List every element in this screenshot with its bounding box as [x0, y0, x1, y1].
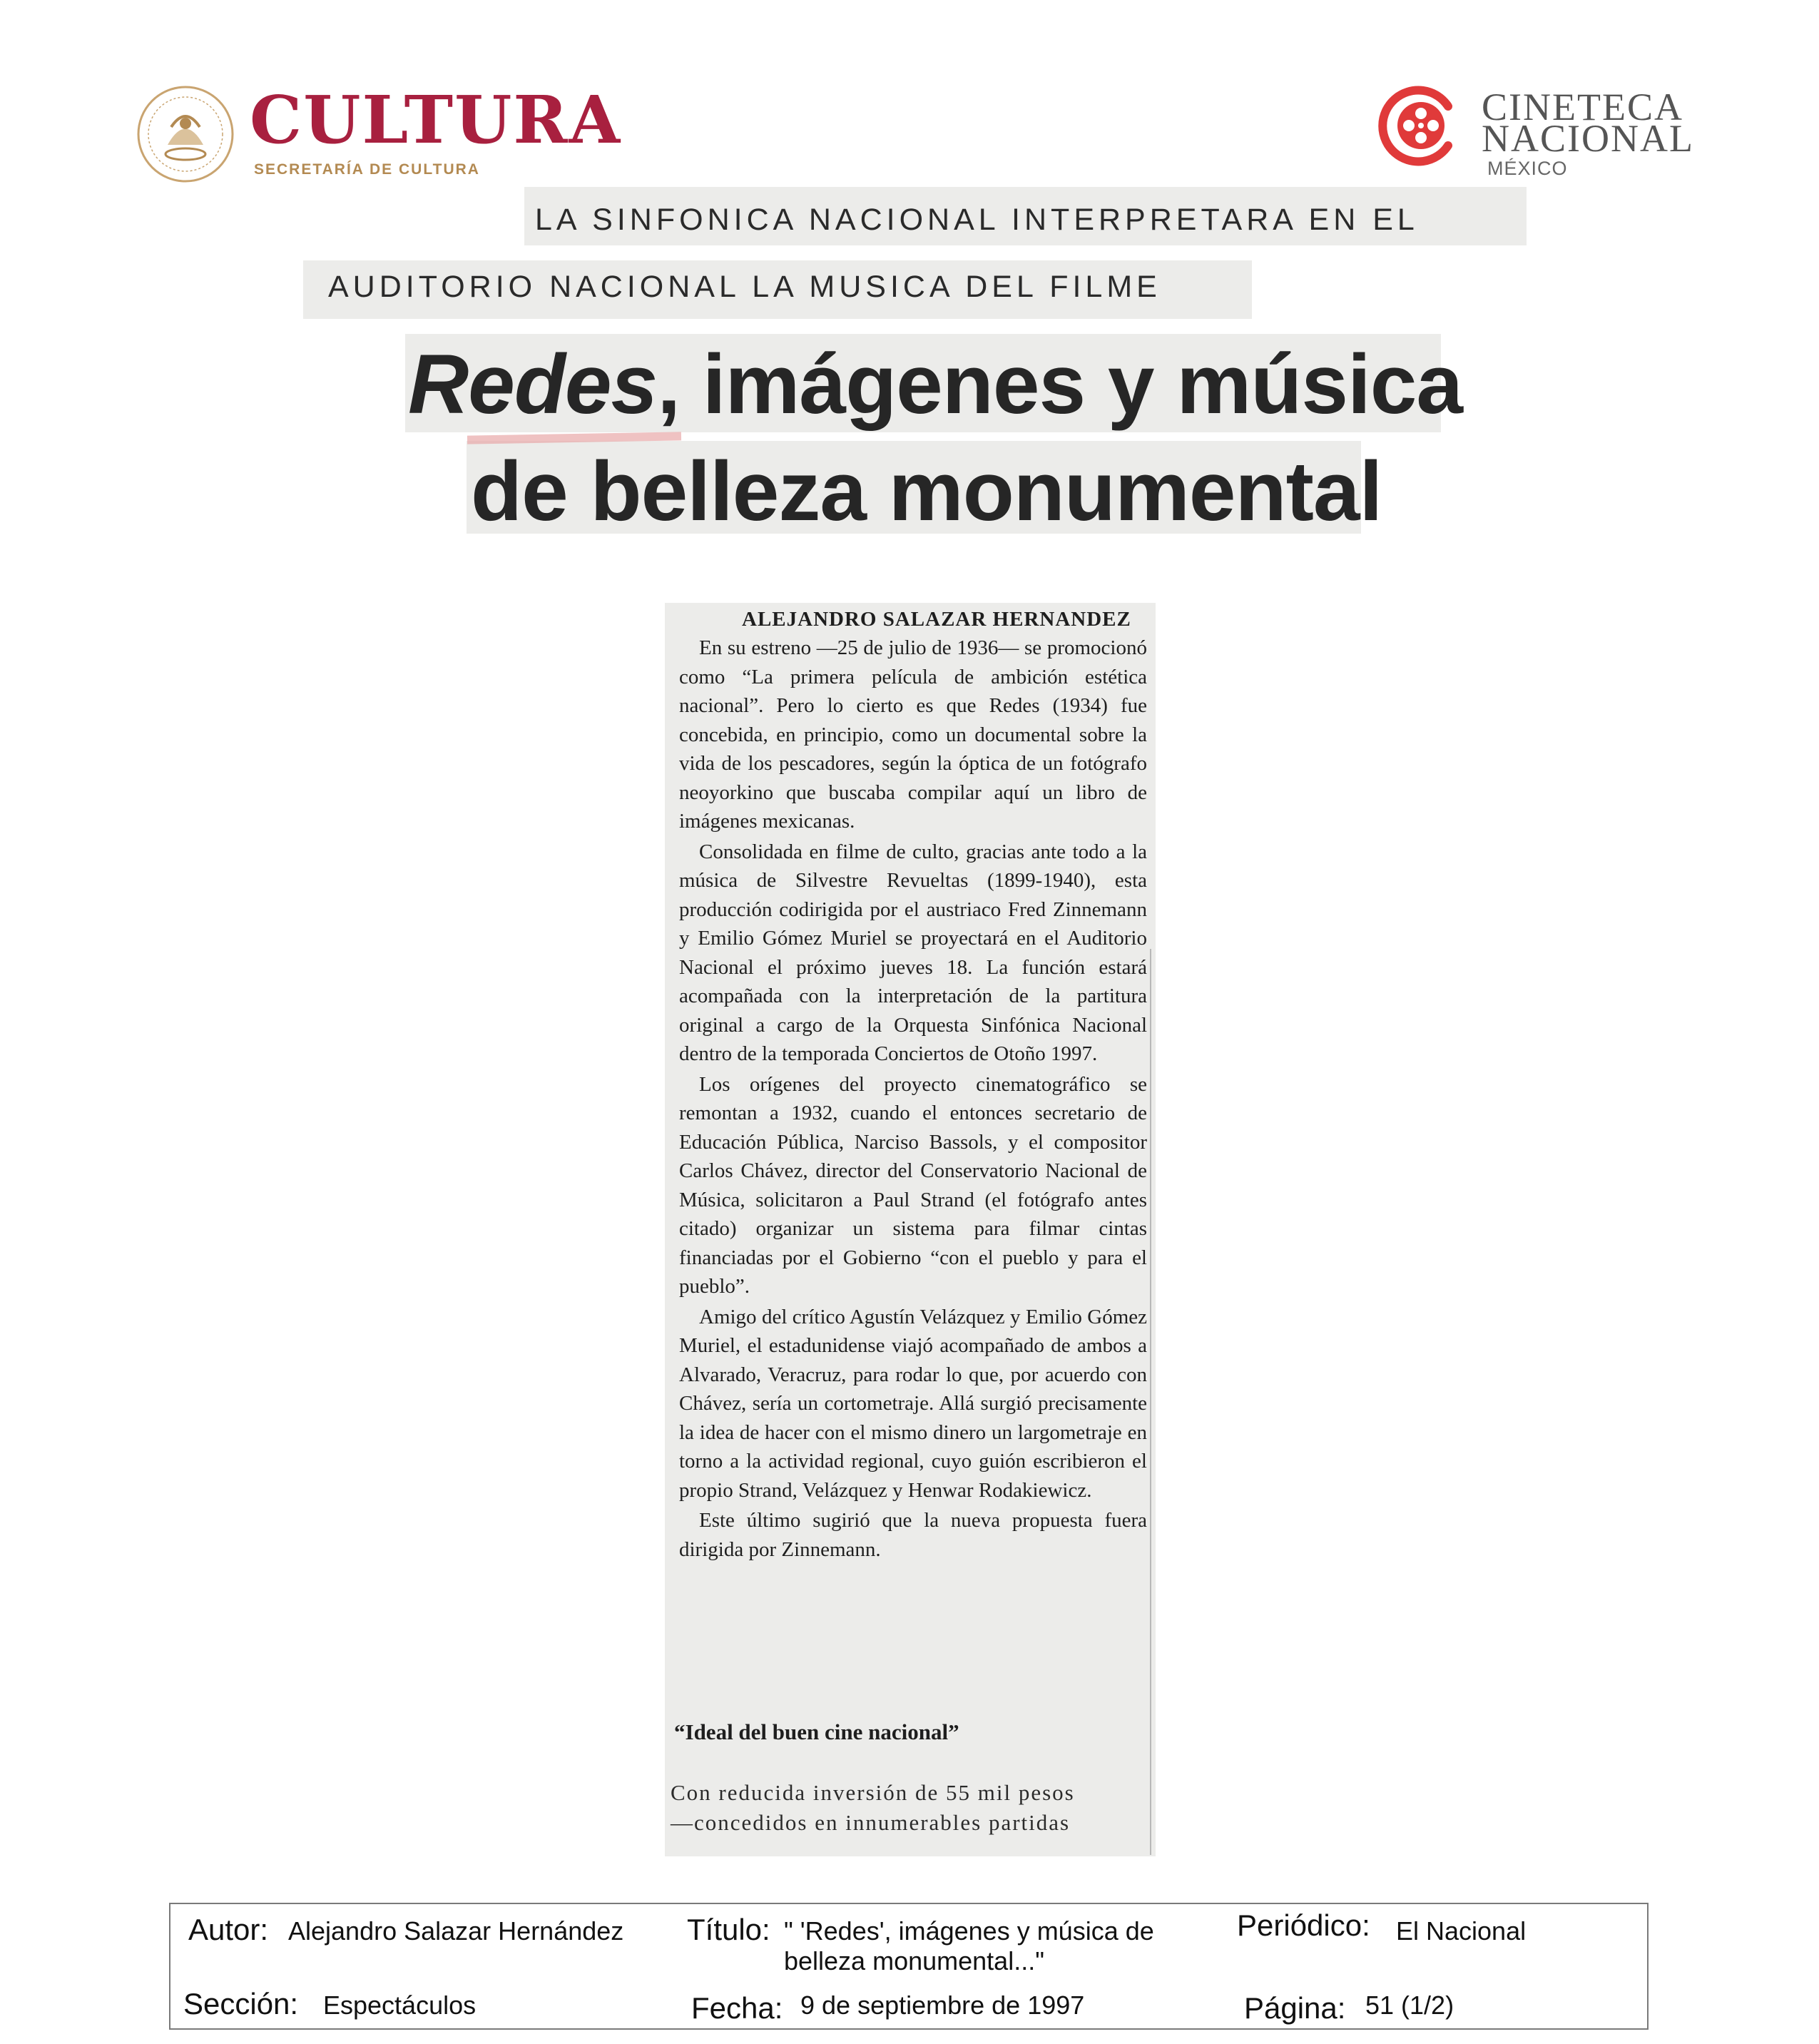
- clipping-title-line1: [408, 337, 1462, 432]
- national-seal-icon: [136, 84, 235, 184]
- cultura-wordmark: CULTURA: [250, 81, 622, 158]
- titulo-value-line1: " 'Redes', imágenes y música de: [784, 1916, 1154, 1946]
- cineteca-wordmark-line1: CINETECA: [1482, 86, 1683, 128]
- seccion-label: Sección:: [183, 1987, 299, 2020]
- continuation-line1: Con reducida inversión de 55 mil pesos: [671, 1780, 1075, 1805]
- clipping-title-line1-rest: , imágenes y música: [657, 337, 1462, 432]
- continuation-line2: —concedidos en innumerables partidas: [671, 1810, 1071, 1835]
- article-byline: ALEJANDRO SALAZAR HERNANDEZ: [742, 608, 1131, 631]
- pagina-value: 51 (1/2): [1365, 1990, 1454, 2020]
- article-paragraph: Los orígenes del proyecto cinematográfico se remontan a 1932, cuando el entonces secretario de Educación Pública, Narciso Bassols, y el compositor Carlos Chávez, director del Conservatorio Nacional de Música, solicitaron a Paul Strand (el fotógrafo antes citado) organizar un sistema para filmar cintas financiadas por el Gobierno “con el pueblo y para el pueblo”.: [679, 1072, 1147, 1298]
- column-rule: [1150, 949, 1151, 1855]
- titulo-label: Título:: [687, 1913, 770, 1946]
- article-subhead: “Ideal del buen cine nacional”: [674, 1719, 959, 1744]
- titulo-value-line2: belleza monumental...": [784, 1946, 1044, 1976]
- clipping-kicker-line2: AUDITORIO NACIONAL LA MUSICA DEL FILME: [328, 270, 1161, 304]
- clipping-title-line2: de belleza monumental: [471, 444, 1382, 539]
- periodico-label: Periódico:: [1237, 1908, 1370, 1942]
- article-body: [679, 634, 1147, 1565]
- cultura-logo: [136, 81, 622, 184]
- cineteca-wordmark-line2: NACIONAL: [1482, 117, 1694, 160]
- fecha-value: 9 de septiembre de 1997: [800, 1990, 1085, 2020]
- article-continuation: [671, 1778, 1136, 1838]
- clipping-title-film-name: Redes: [408, 337, 658, 432]
- film-reel-icon: [1377, 85, 1459, 167]
- seccion-value: Espectáculos: [323, 1990, 477, 2020]
- article-paragraph: Este último sugirió que la nueva propuesta fuera dirigida por Zinnemann.: [679, 1509, 1147, 1561]
- cineteca-logo: [1377, 82, 1694, 182]
- pagina-label: Página:: [1244, 1991, 1346, 2025]
- autor-value: Alejandro Salazar Hernández: [288, 1916, 624, 1946]
- article-paragraph: Amigo del crítico Agustín Velázquez y Emilio Gómez Muriel, el estadunidense viajó acompañado de ambos a Alvarado, Veracruz, para rodar lo que, por acuerdo con Chávez, sería un cortometraje. Allá surgió precisamente la idea de hacer con el mismo dinero un largometraje en torno a la actividad regional, cuyo guión escribieron el propio Strand, Velázquez y Henwar Rodakiewicz.: [679, 1305, 1147, 1502]
- article-paragraph: En su estreno —25 de julio de 1936— se promocionó como “La primera película de ambición estética nacional”. Pero lo cierto es que Redes (1934) fue concebida, en principio, como un documental sobre la vida de los pescadores, según la óptica de un fotógrafo neoyorkino que buscaba compilar aquí un libro de imágenes mexicanas.: [679, 636, 1147, 833]
- clipping-kicker-line1: LA SINFONICA NACIONAL INTERPRETARA EN EL: [535, 203, 1419, 237]
- periodico-value: El Nacional: [1396, 1916, 1527, 1946]
- cultura-subtitle: SECRETARÍA DE CULTURA: [254, 161, 480, 178]
- article-paragraph: Consolidada en filme de culto, gracias ante todo a la música de Silvestre Revueltas (1899-1940), esta producción codirigida por el austriaco Fred Zinnemann y Emilio Gómez Muriel se proyectará en el Auditorio Nacional el próximo jueves 18. La función estará acompañada con la interpretación de la partitura original a cargo de la Orquesta Sinfónica Nacional dentro de la temporada Conciertos de Otoño 1997.: [679, 840, 1147, 1065]
- fecha-label: Fecha:: [691, 1991, 783, 2025]
- cineteca-country: MÉXICO: [1487, 158, 1568, 179]
- autor-label: Autor:: [188, 1913, 269, 1946]
- metadata-box: [169, 1903, 1649, 2030]
